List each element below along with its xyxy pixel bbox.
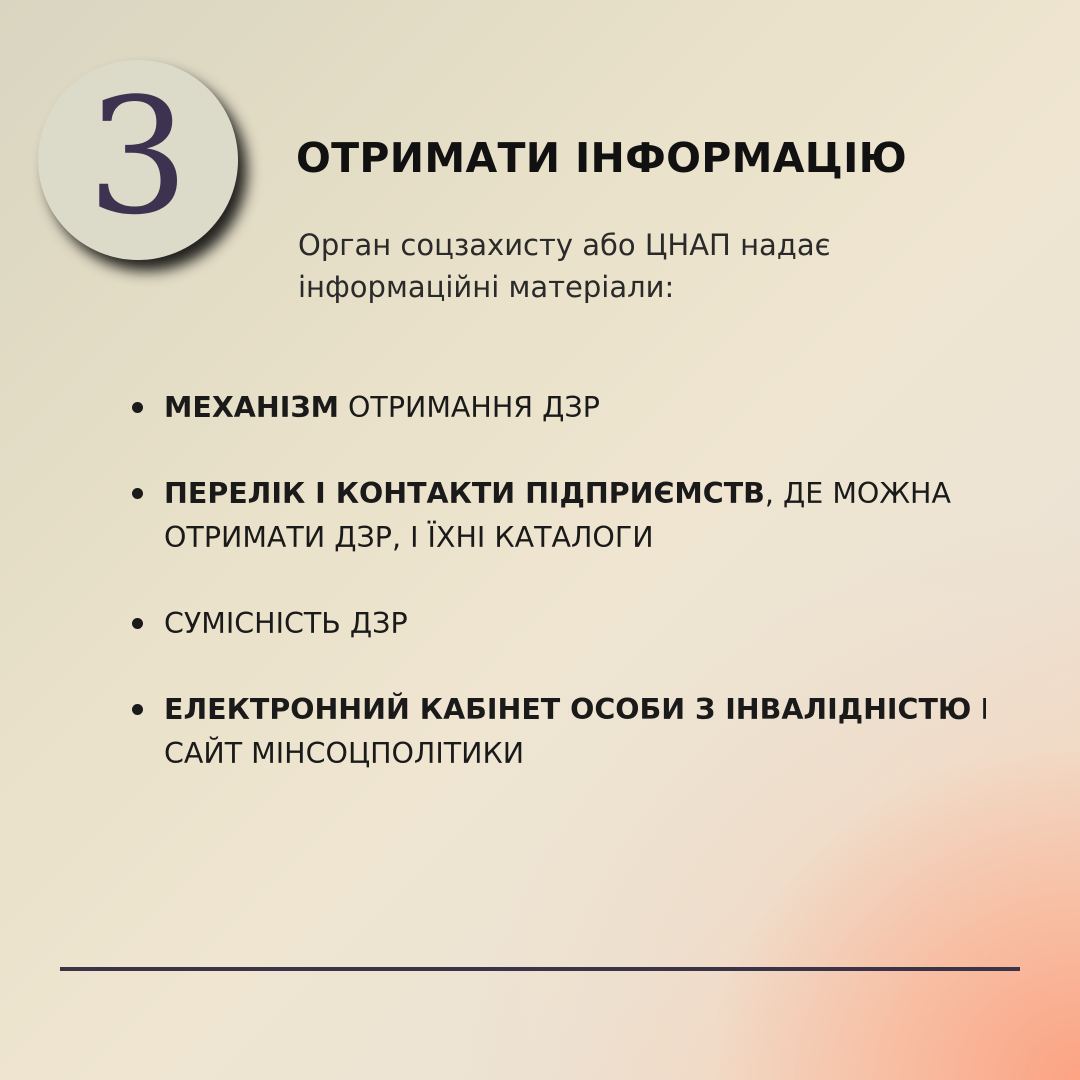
page-subtitle: Орган соцзахисту або ЦНАП надає інформаційні матеріали: (298, 228, 831, 304)
list-item-bold: МЕХАНІЗМ (164, 391, 339, 424)
step-number-badge (38, 60, 238, 260)
list-item-text: І САЙТ МІНСОЦПОЛІТИКИ (164, 693, 989, 770)
list-item-enterprises (130, 472, 1010, 560)
page-title: ОТРИМАТИ ІНФОРМАЦІЮ (296, 134, 908, 182)
list-item-mechanism (130, 386, 1010, 430)
bottom-divider (60, 967, 1020, 971)
info-materials-list (130, 386, 1010, 776)
bullet-icon (132, 488, 143, 499)
list-item-text: , ДЕ МОЖНА ОТРИМАТИ ДЗР, І ЇХНІ КАТАЛОГИ (164, 477, 951, 554)
list-item-bold: ЕЛЕКТРОННИЙ КАБІНЕТ ОСОБИ З ІНВАЛІДНІСТЮ (164, 693, 972, 726)
bullet-icon (132, 402, 143, 413)
list-item-text: СУМІСНІСТЬ ДЗР (164, 607, 408, 640)
bullet-icon (132, 618, 143, 629)
list-item-bold: ПЕРЕЛІК І КОНТАКТИ ПІДПРИЄМСТВ (164, 477, 765, 510)
list-item-text: ОТРИМАННЯ ДЗР (338, 391, 600, 424)
bullet-icon (132, 704, 143, 715)
list-item-compatibility (130, 602, 1010, 646)
list-item-e-cabinet (130, 688, 1010, 776)
step-number: 3 (87, 63, 189, 250)
